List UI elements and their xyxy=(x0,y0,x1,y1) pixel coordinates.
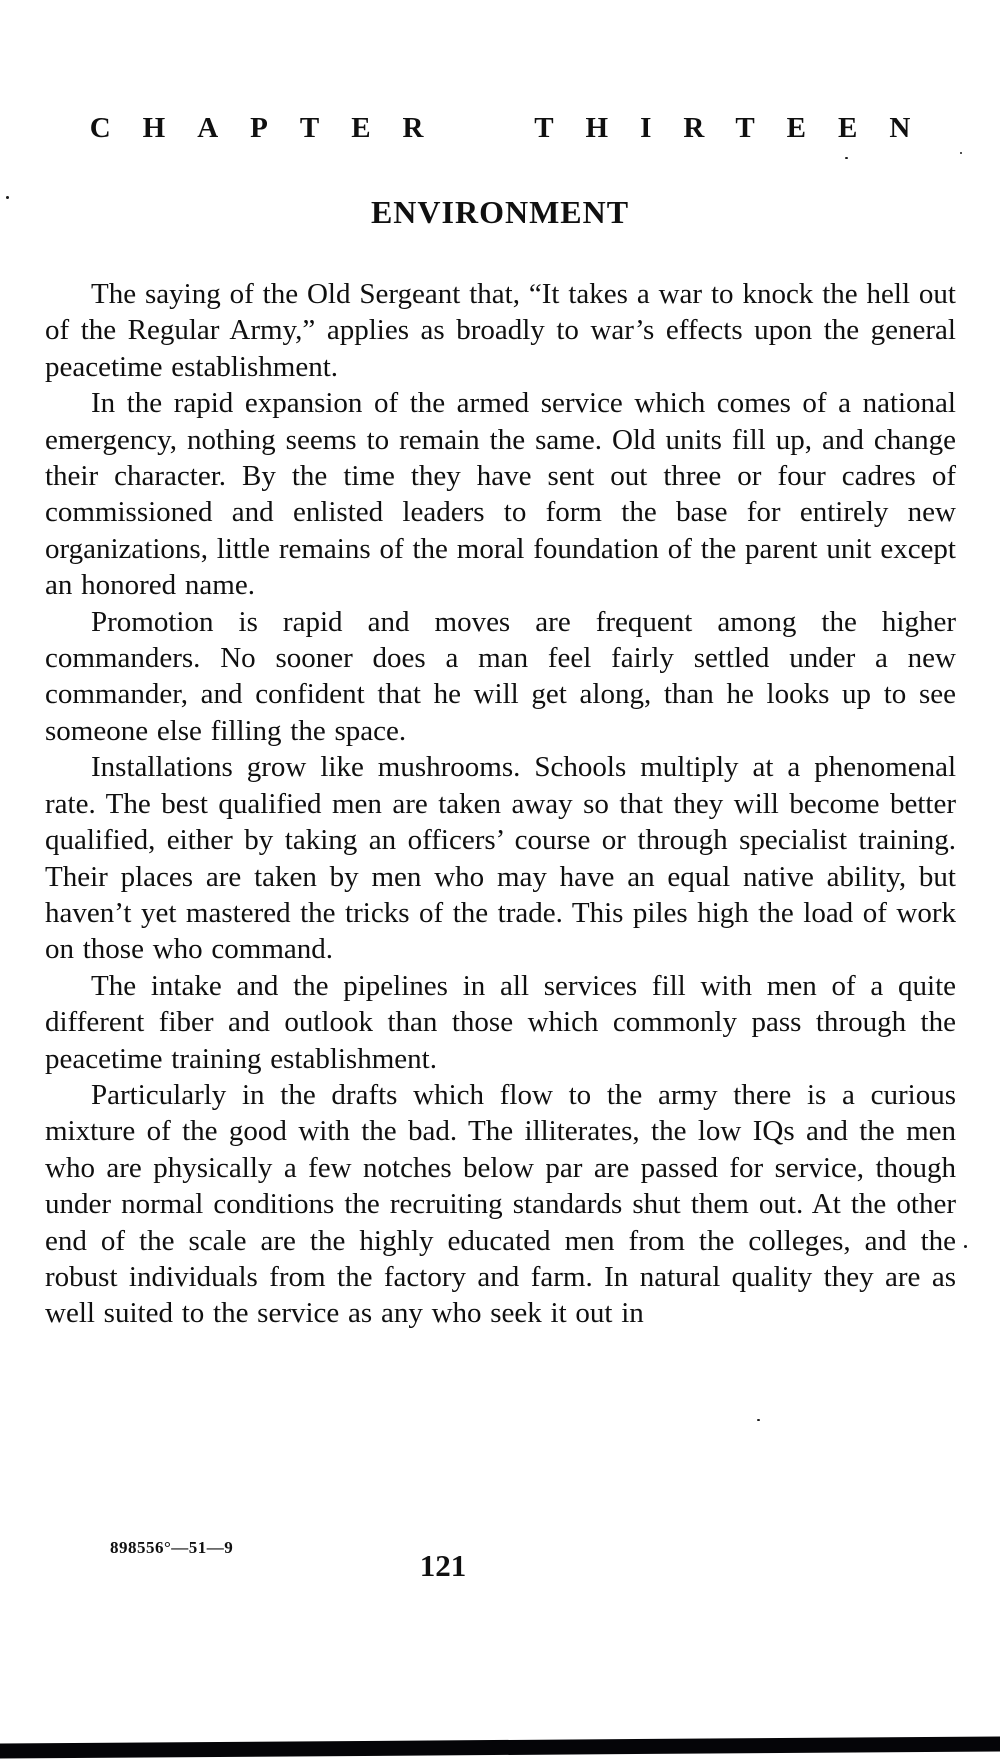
body-text xyxy=(45,276,956,1332)
chapter-heading: CHAPTER THIRTEEN xyxy=(89,112,943,144)
page-number: 121 xyxy=(419,1548,467,1583)
bottom-scan-band xyxy=(0,1736,1000,1758)
scan-speck xyxy=(845,157,848,159)
paragraph: Particularly in the drafts which flow to the army there is a curious mixture of the good with the bad. The illiterates, the low IQs and the men who are physically a few notches below par are passed for service, though under normal conditions the recruiting standards shut them out. At the other end of the scale are the highly educated men from the colleges, and the robust individuals from the factory and farm. In natural quality they are as well suited to the service as any who seek it out in xyxy=(45,1078,956,1330)
paragraph: The intake and the pipelines in all services fill with men of a quite different fiber and outlook than those which commonly pass through the peacetime training establishment. xyxy=(45,969,956,1075)
paragraph: In the rapid expansion of the armed service which comes of a national emergency, nothing seems to remain the same. Old units fill up, and change their character. By the time they have sent out three or four cadres of commissioned and enlisted leaders to form the base for entirely new organizations, little remains of the moral foundation of the parent unit except an honored name. xyxy=(45,387,956,602)
scan-speck xyxy=(960,152,962,154)
paragraph: The saying of the Old Sergeant that, “It takes a war to knock the hell out of the Regular Army,” applies as broadly to war’s effects upon the general peacetime establishment. xyxy=(45,278,956,383)
page-title: ENVIRONMENT xyxy=(370,194,630,230)
paragraph: Promotion is rapid and moves are frequent among the higher commanders. No sooner does a man feel fairly settled under a new commander, and confident that he will get along, than he looks up to see someone else filling the space. xyxy=(45,605,956,747)
scan-speck xyxy=(757,1419,760,1421)
printing-code: 898556°—51—9 xyxy=(110,1538,234,1557)
scan-speck xyxy=(6,196,9,199)
paragraph: Installations grow like mushrooms. Schools multiply at a phenomenal rate. The best qualified men are taken away so that they will become better qualified, either by taking an officers’ course or through specialist training. Their places are taken by men who may have an equal native ability, but haven’t yet mastered the tricks of the trade. This piles high the load of work on those who command. xyxy=(45,751,956,966)
scan-speck xyxy=(964,1245,967,1248)
